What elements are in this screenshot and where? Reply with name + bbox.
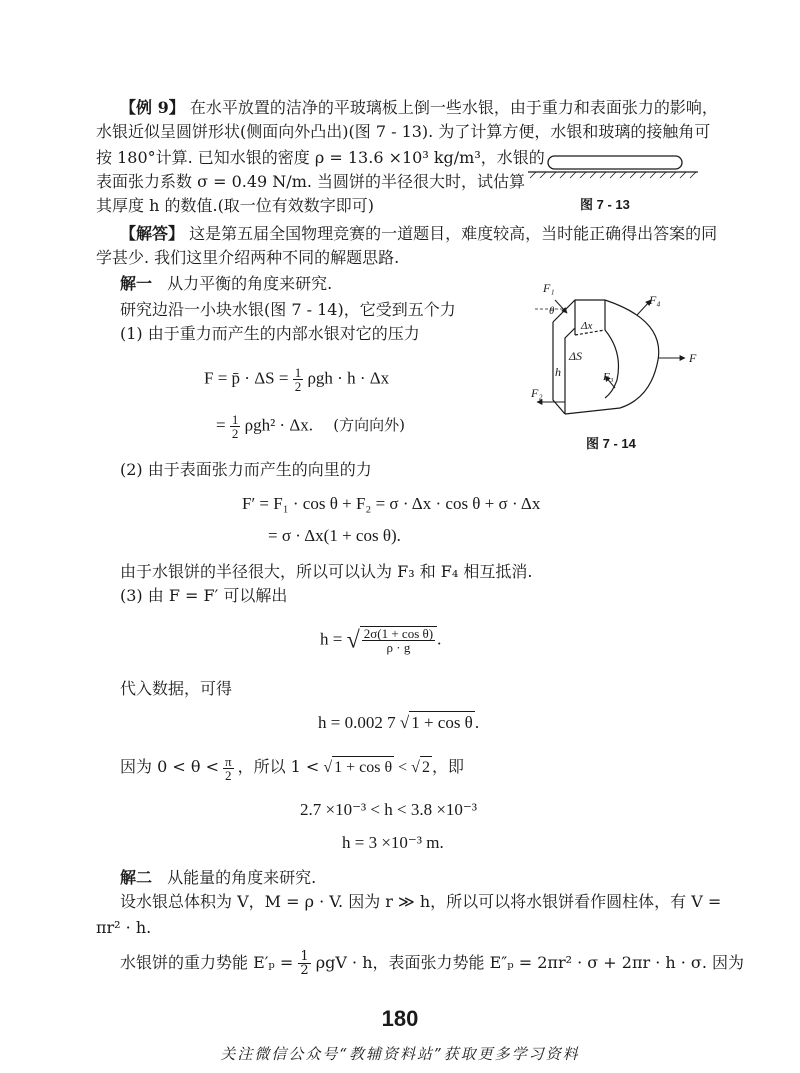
equation-3: F′ = F₁ · cos θ + F₂ = σ · Δx · cos θ + σ · Δx <box>242 494 541 513</box>
example-text-line1: 在水平放置的洁净的平玻璃板上倒一些水银，由于重力和表面张力的影响， <box>189 98 718 117</box>
solution2-title: 解二 <box>120 868 153 887</box>
equation-1: F = p̄ · ΔS = $\frac{1}{2}$ ρgh · h · Δx <box>204 365 390 394</box>
label-h: h <box>555 365 561 379</box>
example-text-line3: 按 180°计算. 已知水银的密度 ρ = 13.6 ×10³ kg/m³，水银的 <box>96 148 545 167</box>
figure-7-14-caption: 图 7 - 14 <box>586 436 636 451</box>
solution2-line1: 设水银总体积为 V，M = ρ · V. 因为 r ≫ h，所以可以将水银饼看作圆柱体，有 V = <box>120 892 722 911</box>
solution1-line1: 研究边沿一小块水银(图 7 - 14)，它受到五个力 <box>120 300 456 319</box>
equation-2: = $\frac{1}{2}$ ρgh² · Δx. (方向向外) <box>216 412 405 441</box>
solution1-because-line: 因为 0 < θ < $\frac{\pi}{2}$ ，所以 1 < √ 1 + cos θ < √ 2 ，即 <box>120 754 464 783</box>
equation-4: = σ · Δx(1 + cos θ). <box>268 526 401 545</box>
equation-5: h = √ $\frac{\text{2σ(1 + cos θ)}}{\rho \cdot g}$ . <box>320 626 442 655</box>
figure-7-13 <box>520 150 705 186</box>
answer-text-line1: 这是第五届全国物理竞赛的一道题目，难度较高，当时能正确得出答案的同 <box>189 224 718 243</box>
label-f: F <box>689 351 697 365</box>
solution1-cancel-line: 由于水银饼的半径很大，所以可以认为 F₃ 和 F₄ 相互抵消. <box>120 562 533 581</box>
example-tag: 【例 9】 <box>120 98 185 117</box>
example-text-line5: 其厚度 h 的数值.(取一位有效数字即可) <box>96 196 375 215</box>
solution1-title: 解一 <box>120 274 153 293</box>
equation-7: 2.7 ×10⁻³ < h < 3.8 ×10⁻³ <box>300 800 477 819</box>
example-text-line4: 表面张力系数 σ = 0.49 N/m. 当圆饼的半径很大时，试估算 <box>96 172 526 191</box>
solution1-substitute-line: 代入数据，可得 <box>120 679 233 698</box>
equation-6: h = 0.002 7 √ 1 + cos θ . <box>318 713 480 732</box>
solution2-line2: πr² · h. <box>96 918 152 937</box>
label-f2: F₂ <box>531 386 543 400</box>
solution2-title-text: 从能量的角度来研究. <box>167 868 317 887</box>
equation-8: h = 3 ×10⁻³ m. <box>342 833 444 852</box>
figure-7-13-caption: 图 7 - 13 <box>580 197 630 212</box>
example-text-line2: 水银近似呈圆饼形状(侧面向外凸出)(图 7 - 13). 为了计算方便，水银和玻璃的接触角可 <box>96 122 711 141</box>
solution1-item2: (2) 由于表面张力而产生的向里的力 <box>120 460 372 479</box>
label-ds: ΔS <box>569 349 583 363</box>
figure-7-14 <box>525 280 710 430</box>
solution1-item1: (1) 由于重力而产生的内部水银对它的压力 <box>120 324 420 343</box>
label-theta: θ <box>549 305 555 317</box>
page-number: 180 <box>381 1006 419 1031</box>
solution1-title-text: 从力平衡的角度来研究. <box>167 274 333 293</box>
label-f1: F₁ <box>543 281 555 295</box>
solution2-line3: 水银饼的重力势能 E′ₚ = $\frac{1}{2}$ ρgV · h，表面张力势能 E″ₚ = 2πr² · σ + 2πr · h · σ. 因为 <box>120 949 745 978</box>
label-dx: Δx <box>581 320 593 332</box>
answer-tag: 【解答】 <box>120 224 185 243</box>
label-f3: F₃ <box>603 371 614 383</box>
answer-text-line2: 学甚少. 我们这里介绍两种不同的解题思路. <box>96 248 400 267</box>
solution1-item3: (3) 由 F = F′ 可以解出 <box>120 586 288 605</box>
label-f4: F₄ <box>649 293 661 307</box>
footer-note: 关注微信公众号“教辅资料站”获取更多学习资料 <box>220 1045 580 1063</box>
